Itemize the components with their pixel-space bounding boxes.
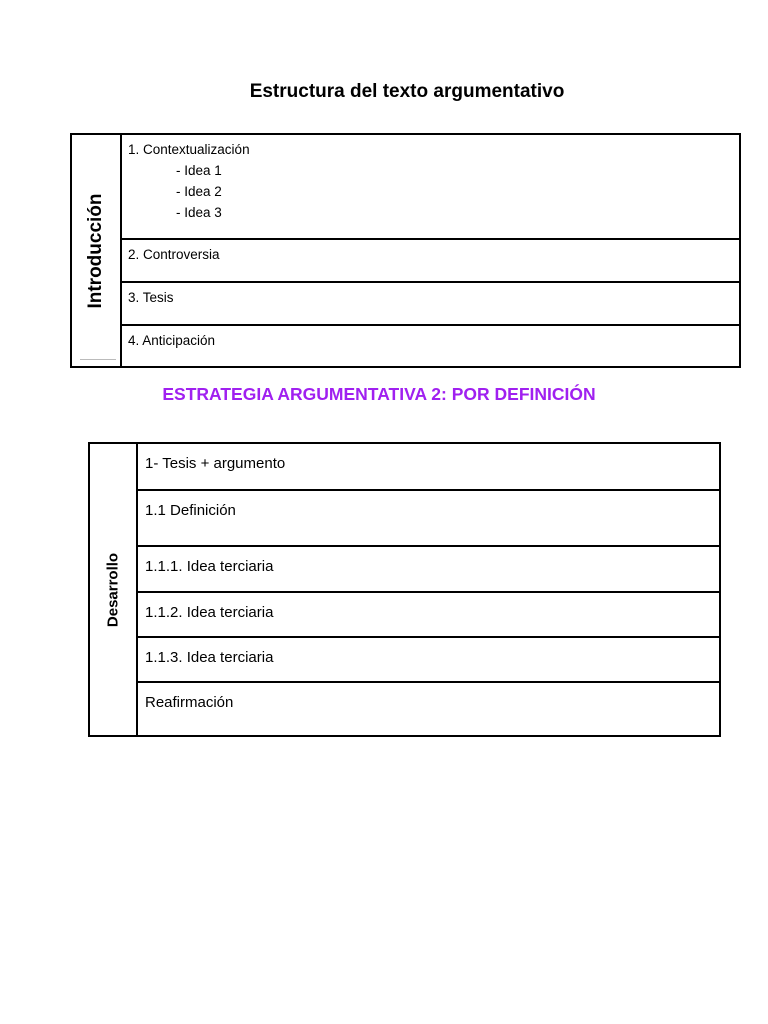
table-row [122, 240, 739, 283]
development-rows [138, 444, 719, 735]
table-row [138, 638, 719, 683]
row-label: Reafirmación [145, 694, 234, 711]
table-row [138, 491, 719, 547]
table-row [138, 593, 719, 638]
list-item: - Idea 1 [176, 163, 222, 178]
table-row [122, 135, 739, 240]
row-label: 1.1 Definición [145, 502, 236, 519]
introduction-rows [122, 135, 739, 366]
row-label: 1- Tesis + argumento [145, 455, 286, 472]
development-side-cell [90, 444, 138, 735]
side-cell-mark [80, 359, 116, 360]
row-label: 1.1.2. Idea terciaria [145, 604, 274, 621]
row-label: 1. Contextualización [128, 142, 250, 157]
row-label: 1.1.3. Idea terciaria [145, 649, 274, 666]
row-label: 3. Tesis [128, 290, 174, 305]
strategy-heading: ESTRATEGIA ARGUMENTATIVA 2: POR DEFINICIÓN [162, 384, 596, 404]
introduction-side-label: Introducción [85, 192, 106, 309]
table-row [138, 547, 719, 593]
introduction-table [70, 133, 741, 368]
row-label: 4. Anticipación [128, 333, 216, 348]
row-label: 1.1.1. Idea terciaria [145, 558, 274, 575]
table-row [122, 326, 739, 366]
introduction-side-cell [72, 135, 122, 366]
development-table [88, 442, 721, 737]
table-row [122, 283, 739, 326]
table-row [138, 683, 719, 735]
table-row [138, 444, 719, 491]
document-title: Estructura del texto argumentativo [249, 81, 565, 102]
row-label: 2. Controversia [128, 247, 220, 262]
development-side-label: Desarrollo [104, 552, 122, 627]
list-item: - Idea 3 [176, 205, 222, 220]
list-item: - Idea 2 [176, 184, 222, 199]
